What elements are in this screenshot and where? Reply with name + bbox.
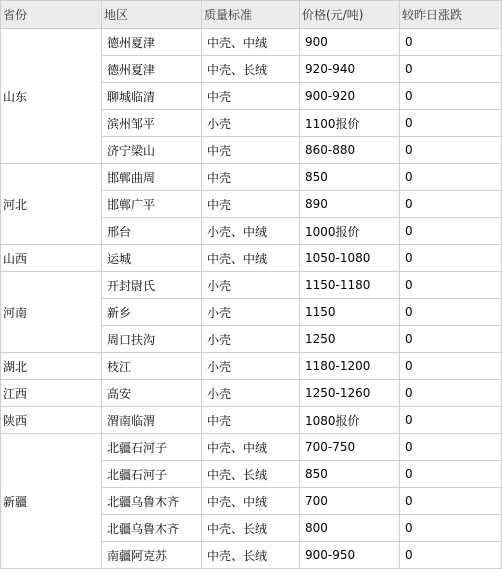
table-row — [1, 164, 502, 191]
region-cell: 邯郸广平 — [102, 191, 202, 218]
province-cell: 江西 — [1, 380, 102, 407]
province-cell: 山东 — [1, 29, 102, 164]
daily-change-cell: 0 — [400, 164, 502, 191]
region-cell: 运城 — [102, 245, 202, 272]
region-cell: 新乡 — [102, 299, 202, 326]
price-cell: 850 — [300, 164, 400, 191]
header-quality-standard: 质量标准 — [202, 1, 300, 29]
quality-standard-cell: 小壳、中绒 — [202, 218, 300, 245]
price-cell: 850 — [300, 461, 400, 488]
region-cell: 德州夏津 — [102, 56, 202, 83]
daily-change-cell: 0 — [400, 353, 502, 380]
province-cell: 湖北 — [1, 353, 102, 380]
province-cell: 河南 — [1, 272, 102, 353]
price-cell: 1100报价 — [300, 110, 400, 137]
daily-change-cell: 0 — [400, 218, 502, 245]
daily-change-cell: 0 — [400, 29, 502, 56]
price-cell: 1080报价 — [300, 407, 400, 434]
quality-standard-cell: 小壳 — [202, 110, 300, 137]
daily-change-cell: 0 — [400, 272, 502, 299]
quality-standard-cell: 中壳、长绒 — [202, 461, 300, 488]
header-province: 省份 — [1, 1, 102, 29]
region-cell: 渭南临渭 — [102, 407, 202, 434]
price-cell: 1150 — [300, 299, 400, 326]
price-cell: 890 — [300, 191, 400, 218]
daily-change-cell: 0 — [400, 110, 502, 137]
region-cell: 高安 — [102, 380, 202, 407]
quality-standard-cell: 中壳、中绒 — [202, 29, 300, 56]
province-cell: 陕西 — [1, 407, 102, 434]
region-cell: 周口扶沟 — [102, 326, 202, 353]
region-cell: 北疆石河子 — [102, 461, 202, 488]
price-cell: 920-940 — [300, 56, 400, 83]
region-cell: 北疆乌鲁木齐 — [102, 515, 202, 542]
region-cell: 枝江 — [102, 353, 202, 380]
daily-change-cell: 0 — [400, 461, 502, 488]
quality-standard-cell: 中壳 — [202, 191, 300, 218]
region-cell: 开封尉氏 — [102, 272, 202, 299]
region-cell: 邯郸曲周 — [102, 164, 202, 191]
quality-standard-cell: 中壳、长绒 — [202, 56, 300, 83]
table-body — [1, 29, 502, 569]
province-cell: 山西 — [1, 245, 102, 272]
daily-change-cell: 0 — [400, 407, 502, 434]
region-cell: 聊城临清 — [102, 83, 202, 110]
daily-change-cell: 0 — [400, 191, 502, 218]
quality-standard-cell: 中壳 — [202, 137, 300, 164]
daily-change-cell: 0 — [400, 137, 502, 164]
quality-standard-cell: 小壳 — [202, 326, 300, 353]
price-cell: 860-880 — [300, 137, 400, 164]
price-cell: 900-950 — [300, 542, 400, 569]
daily-change-cell: 0 — [400, 380, 502, 407]
daily-change-cell: 0 — [400, 326, 502, 353]
header-daily-change: 较昨日涨跌 — [400, 1, 502, 29]
table-row — [1, 272, 502, 299]
quality-standard-cell: 中壳、中绒 — [202, 245, 300, 272]
quality-standard-cell: 中壳 — [202, 407, 300, 434]
quality-standard-cell: 中壳、中绒 — [202, 434, 300, 461]
price-cell: 900 — [300, 29, 400, 56]
quality-standard-cell: 中壳 — [202, 83, 300, 110]
price-cell: 1150-1180 — [300, 272, 400, 299]
table-row — [1, 353, 502, 380]
quality-standard-cell: 中壳、中绒 — [202, 488, 300, 515]
price-cell: 1000报价 — [300, 218, 400, 245]
price-cell: 1250 — [300, 326, 400, 353]
price-cell: 900-920 — [300, 83, 400, 110]
daily-change-cell: 0 — [400, 83, 502, 110]
header-region: 地区 — [102, 1, 202, 29]
province-cell: 新疆 — [1, 434, 102, 569]
daily-change-cell: 0 — [400, 515, 502, 542]
daily-change-cell: 0 — [400, 56, 502, 83]
price-cell: 800 — [300, 515, 400, 542]
region-cell: 南疆阿克苏 — [102, 542, 202, 569]
region-cell: 济宁梁山 — [102, 137, 202, 164]
province-cell: 河北 — [1, 164, 102, 245]
quality-standard-cell: 小壳 — [202, 299, 300, 326]
quality-standard-cell: 小壳 — [202, 272, 300, 299]
table-row — [1, 29, 502, 56]
region-cell: 北疆石河子 — [102, 434, 202, 461]
region-cell: 滨州邹平 — [102, 110, 202, 137]
price-cell: 700 — [300, 488, 400, 515]
price-cell: 1180-1200 — [300, 353, 400, 380]
table-row — [1, 380, 502, 407]
daily-change-cell: 0 — [400, 299, 502, 326]
region-cell: 德州夏津 — [102, 29, 202, 56]
daily-change-cell: 0 — [400, 542, 502, 569]
table-row — [1, 434, 502, 461]
quality-standard-cell: 中壳 — [202, 164, 300, 191]
region-cell: 北疆乌鲁木齐 — [102, 488, 202, 515]
price-cell: 1250-1260 — [300, 380, 400, 407]
table-row — [1, 245, 502, 272]
quality-standard-cell: 中壳、长绒 — [202, 515, 300, 542]
region-cell: 邢台 — [102, 218, 202, 245]
table-row — [1, 407, 502, 434]
daily-change-cell: 0 — [400, 488, 502, 515]
price-cell: 1050-1080 — [300, 245, 400, 272]
header-price: 价格(元/吨) — [300, 1, 400, 29]
quality-standard-cell: 小壳 — [202, 353, 300, 380]
quality-standard-cell: 中壳、长绒 — [202, 542, 300, 569]
table-header-row — [1, 1, 502, 29]
daily-change-cell: 0 — [400, 434, 502, 461]
quality-standard-cell: 小壳 — [202, 380, 300, 407]
daily-change-cell: 0 — [400, 245, 502, 272]
price-cell: 700-750 — [300, 434, 400, 461]
